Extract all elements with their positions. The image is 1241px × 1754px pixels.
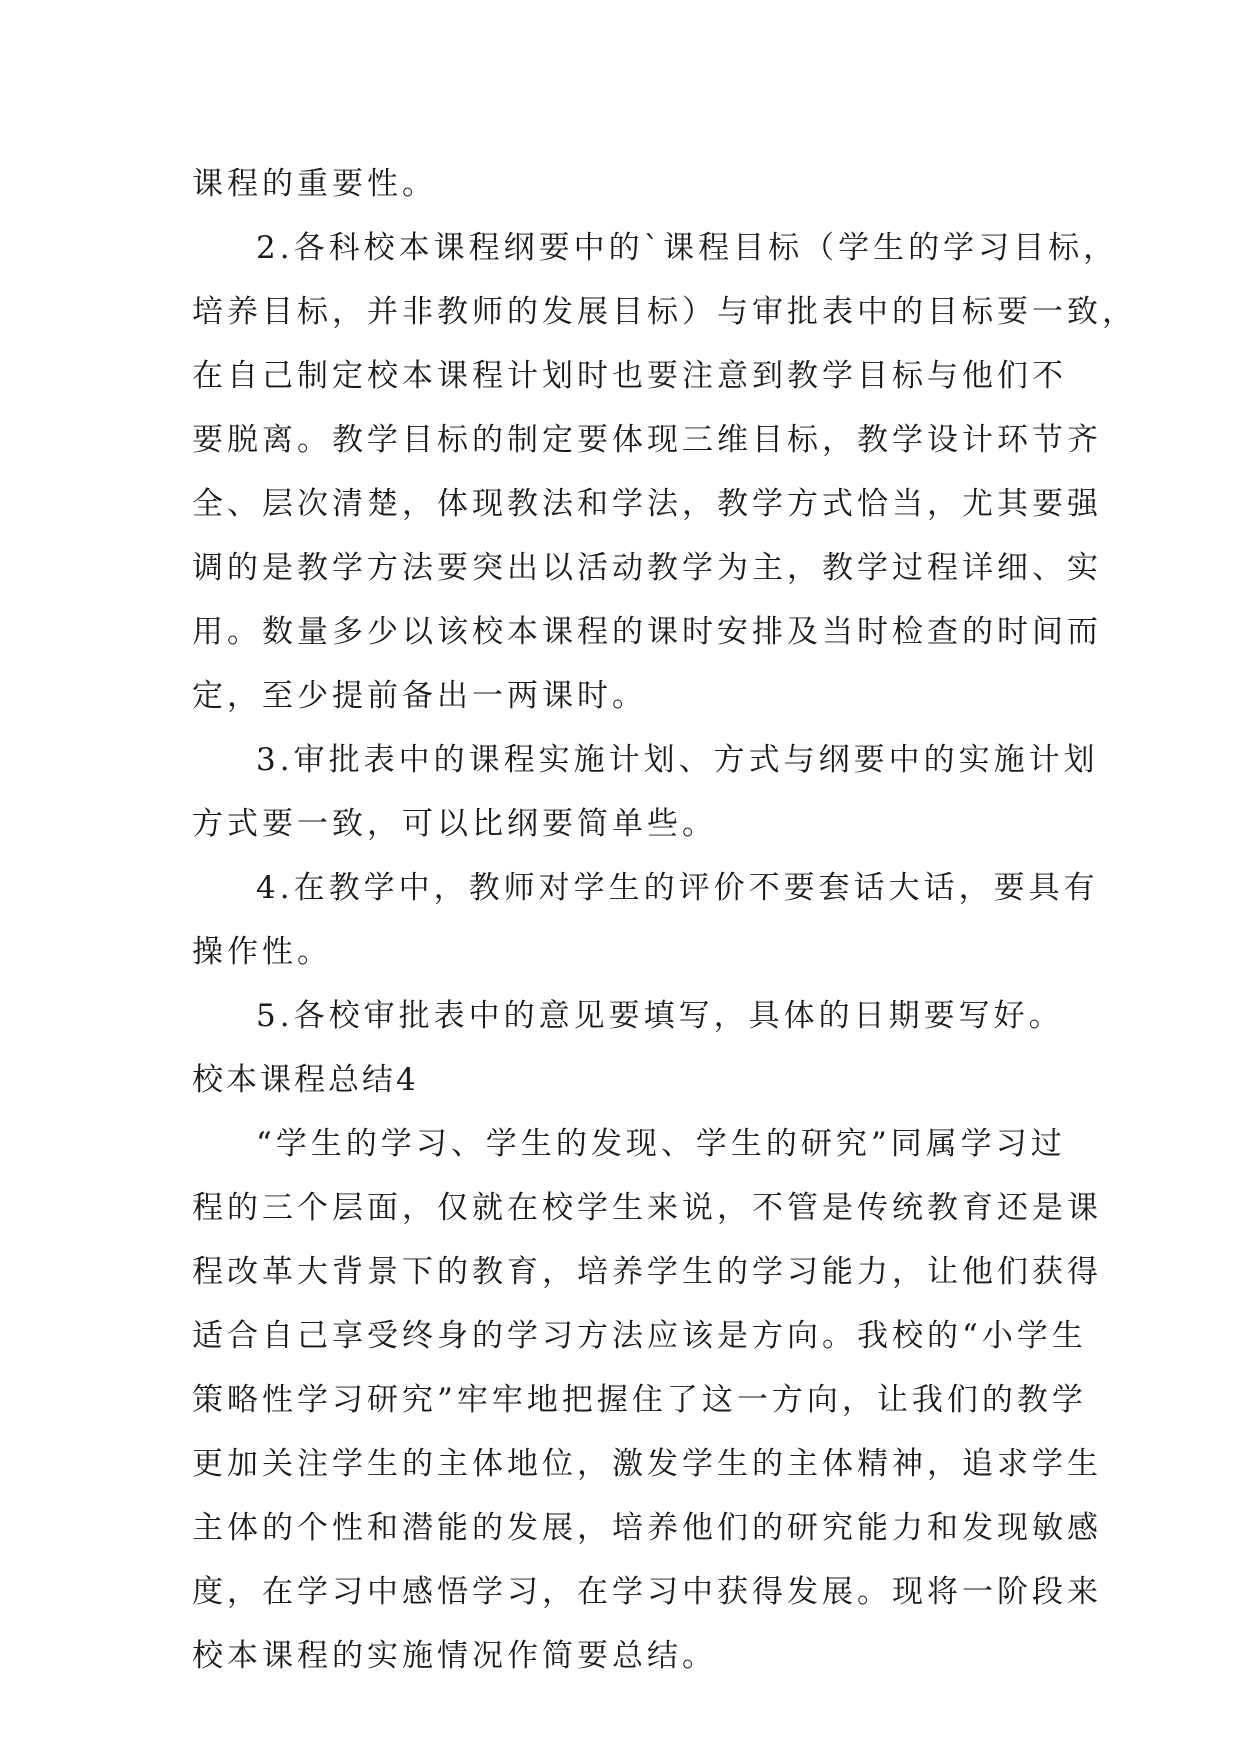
paragraph-line: 要脱离。教学目标的制定要体现三维目标，教学设计环节齐	[192, 422, 1102, 458]
paragraph-line: 适合自己享受终身的学习方法应该是方向。我校的“小学生	[192, 1318, 1087, 1354]
list-item-4-line: 4.在教学中，教师对学生的评价不要套话大话，要具有	[256, 870, 1099, 906]
paragraph-line: 策略性学习研究”牢牢地把握住了这一方向，让我们的教学	[192, 1382, 1087, 1418]
paragraph-line: 用。数量多少以该校本课程的课时安排及当时检查的时间而	[192, 614, 1102, 650]
list-item-2-line: 2.各科校本课程纲要中的`课程目标（学生的学习目标，	[256, 230, 1119, 266]
paragraph-first-line: “学生的学习、学生的发现、学生的研究”同属学习过	[256, 1126, 1066, 1162]
paragraph-line: 培养目标，并非教师的发展目标）与审批表中的目标要一致，	[192, 294, 1137, 330]
paragraph-line: 课程的重要性。	[192, 166, 437, 202]
paragraph-line: 校本课程的实施情况作简要总结。	[192, 1638, 717, 1674]
paragraph-line: 更加关注学生的主体地位，激发学生的主体精神，追求学生	[192, 1446, 1102, 1482]
paragraph-line: 主体的个性和潜能的发展，培养他们的研究能力和发现敏感	[192, 1510, 1102, 1546]
document-body	[192, 152, 1137, 1688]
paragraph-line: 方式要一致，可以比纲要简单些。	[192, 806, 717, 842]
paragraph-line: 度，在学习中感悟学习，在学习中获得发展。现将一阶段来	[192, 1574, 1102, 1610]
section-heading: 校本课程总结4	[192, 1062, 419, 1098]
paragraph-line: 操作性。	[192, 934, 332, 970]
paragraph-line: 定，至少提前备出一两课时。	[192, 678, 647, 714]
list-item-5-line: 5.各校审批表中的意见要填写，具体的日期要写好。	[256, 998, 1064, 1034]
paragraph-line: 全、层次清楚，体现教法和学法，教学方式恰当，尤其要强	[192, 486, 1102, 522]
list-item-3-line: 3.审批表中的课程实施计划、方式与纲要中的实施计划	[256, 742, 1099, 778]
paragraph-line: 调的是教学方法要突出以活动教学为主，教学过程详细、实	[192, 550, 1102, 586]
paragraph-line: 程的三个层面，仅就在校学生来说，不管是传统教育还是课	[192, 1190, 1102, 1226]
paragraph-line: 在自己制定校本课程计划时也要注意到教学目标与他们不	[192, 358, 1067, 394]
paragraph-line: 程改革大背景下的教育，培养学生的学习能力，让他们获得	[192, 1254, 1102, 1290]
